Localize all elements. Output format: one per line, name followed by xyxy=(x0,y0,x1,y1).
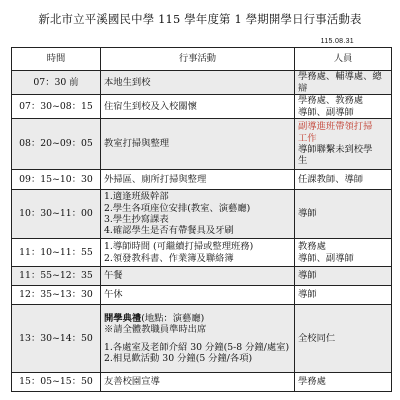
activity-line: 午休 xyxy=(104,289,123,301)
activity-line: 本地生到校 xyxy=(104,76,151,88)
row-personnel xyxy=(295,239,392,267)
row-time: 07：30~08：15 xyxy=(12,95,101,119)
activity-line: 1.導師時間 (可繼續打掃或整理班務) xyxy=(104,241,254,253)
row-activity xyxy=(101,95,295,119)
table-row xyxy=(12,95,392,119)
header-time: 時間 xyxy=(12,48,101,71)
personnel-line: 學務處 xyxy=(298,376,326,388)
row-time: 11：10~11：55 xyxy=(12,239,101,267)
row-activity xyxy=(101,286,295,305)
activity-line: 住宿生到校及入校關懷 xyxy=(104,100,197,112)
row-personnel xyxy=(295,95,392,119)
personnel-line: 學務處、輔導處、總 xyxy=(298,71,382,83)
activity-line: 午餐 xyxy=(104,270,123,282)
row-time: 15：05~15：50 xyxy=(12,373,101,392)
table-row xyxy=(12,190,392,239)
activity-line: ※請全體教職員準時出席 xyxy=(104,324,207,336)
row-personnel xyxy=(295,119,392,170)
personnel-line: 辯 xyxy=(298,82,308,94)
row-activity xyxy=(101,71,295,95)
row-personnel xyxy=(295,190,392,239)
personnel-line: 導師 xyxy=(298,289,317,301)
personnel-line: 導師、副導師 xyxy=(298,106,354,118)
row-time: 11：55~12：35 xyxy=(12,267,101,286)
row-activity xyxy=(101,239,295,267)
personnel-line: 導師、副導師 xyxy=(298,252,354,264)
row-personnel xyxy=(295,373,392,392)
table-row xyxy=(12,239,392,267)
activity-heading-line xyxy=(104,313,291,324)
row-personnel xyxy=(295,305,392,373)
personnel-line: 任課教師、導師 xyxy=(298,173,364,185)
personnel-line: 導師聯繫未到校學 xyxy=(298,144,373,155)
personnel-line: 導師 xyxy=(298,208,317,220)
activity-line: 2.相見歡活動 30 分鐘(5 分鐘/各項) xyxy=(104,352,253,364)
row-time: 12：35~13：30 xyxy=(12,286,101,305)
row-personnel xyxy=(295,286,392,305)
row-activity xyxy=(101,305,295,373)
activity-line: 4.確認學生是否有帶餐具及牙刷 xyxy=(104,225,234,237)
row-time: 07：30 前 xyxy=(12,71,101,95)
row-activity xyxy=(101,170,295,190)
row-time: 08：20~09：05 xyxy=(12,119,101,170)
personnel-line: 導師 xyxy=(298,270,317,282)
personnel-line-highlight: 副導進班帶領打掃 xyxy=(298,121,373,133)
header-activity: 行事活動 xyxy=(101,48,295,71)
activity-line: 2.領發教科書、作業簿及聯絡簿 xyxy=(104,252,234,264)
row-activity xyxy=(101,267,295,286)
row-time: 10：30~11：00 xyxy=(12,190,101,239)
table-row xyxy=(12,71,392,95)
personnel-line: 全校同仁 xyxy=(298,332,336,344)
personnel-line: 學務處、教務處 xyxy=(298,95,364,107)
row-activity xyxy=(101,190,295,239)
row-activity xyxy=(101,119,295,170)
ceremony-location: (地點：演藝廳) xyxy=(141,312,205,324)
row-personnel xyxy=(295,170,392,190)
table-row xyxy=(12,170,392,190)
table-row xyxy=(12,119,392,170)
personnel-line: 生 xyxy=(298,155,308,167)
row-personnel xyxy=(295,267,392,286)
table-header-row xyxy=(12,48,392,71)
table-row xyxy=(12,267,392,286)
activity-line: 外掃區、廁所打掃與整理 xyxy=(104,173,207,185)
header-personnel: 人員 xyxy=(295,48,392,71)
row-activity xyxy=(101,373,295,392)
activity-line: 友善校園宣導 xyxy=(104,376,160,388)
personnel-line: 教務處 xyxy=(298,241,326,253)
ceremony-title: 開學典禮 xyxy=(104,312,142,324)
activity-line: 2.學生各項座位安排(教室、演藝廳) xyxy=(104,202,251,214)
activity-line: 1.各處室及老師介紹 30 分鐘(5-8 分鐘/處室) xyxy=(104,341,290,353)
table-row xyxy=(12,373,392,392)
personnel-line-highlight: 工作 xyxy=(298,132,317,144)
activity-line: 3.學生抄寫課表 xyxy=(104,214,169,225)
activity-line: 教室打掃與整理 xyxy=(104,138,170,150)
row-time: 13：30~14：50 xyxy=(12,305,101,373)
row-time: 09：15~10：30 xyxy=(12,170,101,190)
row-personnel xyxy=(295,71,392,95)
schedule-table xyxy=(11,47,392,392)
activity-line: 1.適逢班級幹部 xyxy=(104,191,169,203)
table-row xyxy=(12,286,392,305)
table-row xyxy=(12,305,392,373)
document-date: 115.08.31 xyxy=(320,38,354,45)
document-title: 新北市立平溪國民中學 115 學年度第 1 學期開學日行事活動表 xyxy=(38,12,362,26)
